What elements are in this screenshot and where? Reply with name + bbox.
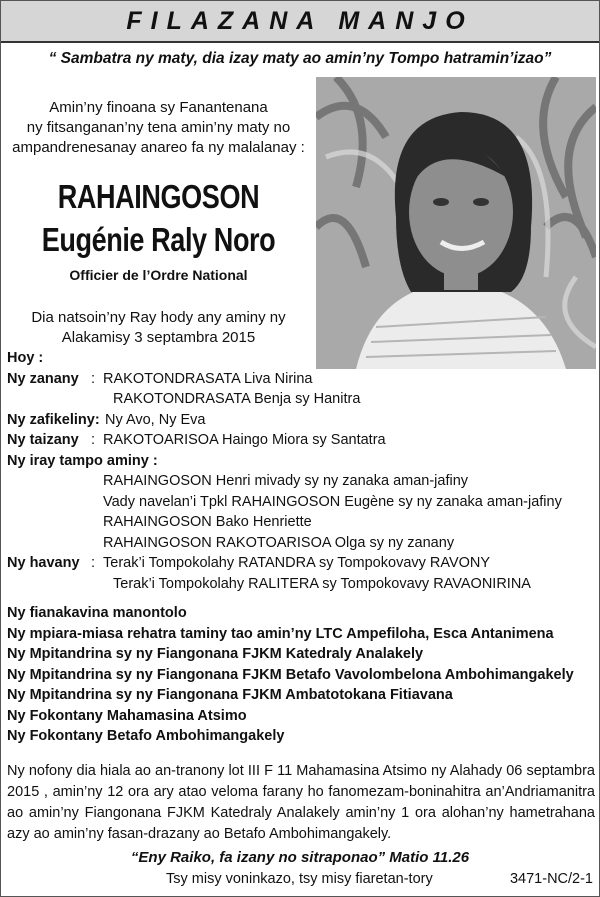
siblings-label: Ny iray tampo aminy : [7,452,158,469]
group-entry: Ny Fokontany Betafo Ambohimangakely [7,728,285,744]
notice-header: FILAZANA MANJO [1,1,599,43]
sibling-entry: RAHAINGOSON RAKOTOARISOA Olga sy ny zanany [103,534,455,551]
death-announcement [6,308,311,348]
group-entry: Ny Fokontany Mahamasina Atsimo [7,707,247,724]
sibling-entry: RAHAINGOSON Bako Henriette [103,514,312,530]
deceased-surname: RAHAINGOSON [57,178,260,215]
group-entry: Ny fianakavina manontolo [7,605,187,621]
opening-quote: “ Sambatra ny maty, dia izay maty ao amin’ny Tompo hatramin’izao” [48,50,552,67]
children-label: Ny zanany [7,370,79,387]
deceased-given-names: Eugénie Raly Noro [41,221,276,258]
group-entry: Ny Mpitandrina sy ny Fiangonana FJKM Ambatotokana Fitiavana [7,687,453,703]
reference-code: 3471-NC/2-1 [509,871,593,887]
no-flowers-note: Tsy misy voninkazo, tsy misy fiaretan-tory [166,871,433,887]
death-line: Alakamisy 3 septambra 2015 [61,329,256,346]
relatives-entry: Terak’i Tompokolahy RATANDRA sy Tompokovavy RAVONY [103,555,491,571]
child-name: RAKOTONDRASATA Benja sy Hanitra [113,391,361,407]
group-entry: Ny mpiara-miasa rehatra taminy tao amin’ny LTC Ampefiloha, Esca Antanimena [7,625,554,642]
sibling-entry: Vady navelan’i Tpkl RAHAINGOSON Eugène sy ny zanaka aman-jafiny [103,493,562,510]
portrait-photo [316,77,596,369]
condolence-groups [7,603,597,747]
relatives-entry: Terak’i Tompokolahy RALITERA sy Tompokovavy RAVAONIRINA [113,575,531,592]
grandchildren-names: Ny Avo, Ny Eva [105,411,206,428]
intro-line: ny fitsanganan’ny tena amin’ny maty no [26,119,291,136]
intro-text [6,98,311,158]
intro-line: Amin’ny finoana sy Fanantenana [49,99,268,116]
group-entry: Ny Mpitandrina sy ny Fiangonana FJKM Betafo Vavolombelona Ambohimangakely [7,666,574,683]
adopted-name: RAKOTOARISOA Haingo Miora sy Santatra [103,432,386,448]
hoy-label: Hoy : [7,350,44,366]
grandchildren-label: Ny zafikeliny: [7,411,100,428]
colon: : [91,432,96,448]
funeral-details: Ny nofony dia hiala ao an-tranony lot III F 11 Mahamasina Atsimo ny Alahady 06 septambra 2015 , amin’ny 12 ora ary atao veloma farany ho fanomezam-boninahitra an’Andriamanitra ao amin’ny Fiangonana FJKM Katedraly Analakely amin’ny 1 ora alohan’ny hametrahana azy ao amin’ny fasan-drazany ao Betafo Ambohimangakely. [7,763,595,842]
adopted-label: Ny taizany [7,432,79,448]
sibling-entry: RAHAINGOSON Henri mivady sy ny zanaka aman-jafiny [103,473,469,489]
child-name: RAKOTONDRASATA Liva Nirina [103,370,313,387]
colon: : [91,555,96,571]
portrait-illustration [316,77,596,369]
group-entry: Ny Mpitandrina sy ny Fiangonana FJKM Katedraly Analakely [7,646,424,662]
death-line: Dia natsoin’ny Ray hody any aminy ny [31,309,286,326]
colon: : [91,370,96,387]
relatives-label: Ny havany [7,555,80,571]
family-list [7,348,597,594]
bible-verse: “Eny Raiko, fa izany no sitraponao” Matio 11.26 [130,849,470,866]
deceased-title: Officier de l’Ordre National [69,267,248,283]
intro-line: ampandrenesanay anareo fa ny malalanay : [12,139,305,156]
